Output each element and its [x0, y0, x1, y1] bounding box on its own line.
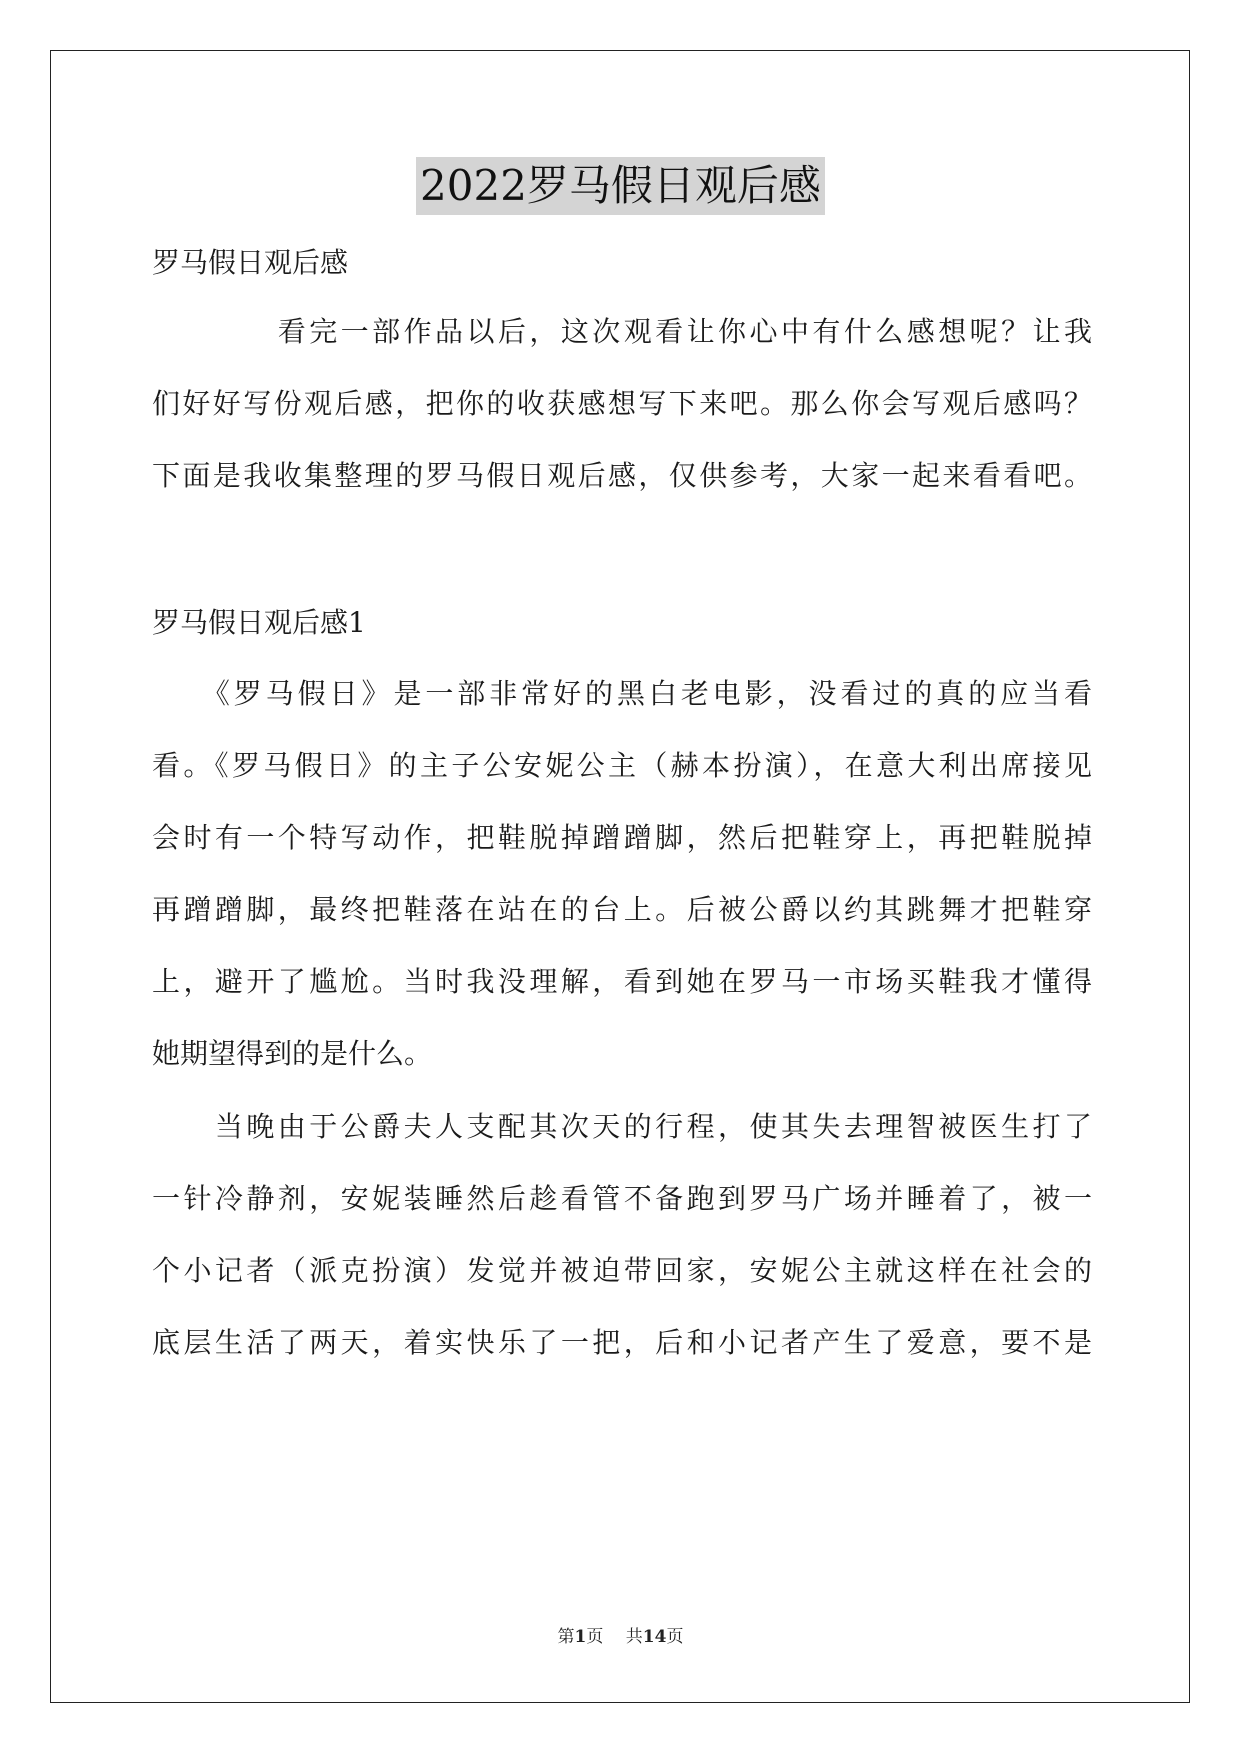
page-border: [50, 50, 1190, 1703]
paragraph-line: 一针冷静剂，安妮装睡然后趁看管不备跑到罗马广场并睡着了，被一: [152, 1182, 1092, 1215]
paragraph-line: 当晚由于公爵夫人支配其次天的行程，使其失去理智被医生打了: [152, 1110, 1092, 1143]
paragraph-line: 看。《罗马假日》的主子公安妮公主（赫本扮演），在意大利出席接见: [152, 749, 1092, 782]
paragraph-line: 底层生活了两天，着实快乐了一把，后和小记者产生了爱意，要不是: [152, 1326, 1092, 1359]
paragraph-line: 《罗马假日》是一部非常好的黑白老电影，没看过的真的应当看: [152, 677, 1092, 710]
paragraph-line: 上，避开了尴尬。当时我没理解，看到她在罗马一市场买鞋我才懂得: [152, 965, 1092, 998]
footer-total-prefix: 共: [625, 1627, 643, 1647]
footer-page-suffix: 页: [586, 1627, 604, 1647]
paragraph-line: 下面是我收集整理的罗马假日观后感，仅供参考，大家一起来看看吧。: [152, 459, 1092, 492]
footer-total-pages: 14: [642, 1627, 667, 1647]
paragraph-line: 个小记者（派克扮演）发觉并被迫带回家，安妮公主就这样在社会的: [152, 1254, 1092, 1287]
page-footer: [0, 1625, 1241, 1649]
section-heading: 罗马假日观后感1: [152, 606, 366, 639]
paragraph-line: 再蹭蹭脚，最终把鞋落在站在的台上。后被公爵以约其跳舞才把鞋穿: [152, 893, 1092, 926]
footer-total-suffix: 页: [666, 1627, 684, 1647]
title-container: [0, 157, 1241, 215]
paragraph-line: 们好好写份观后感，把你的收获感想写下来吧。那么你会写观后感吗？: [152, 387, 1092, 420]
footer-page-prefix: 第: [557, 1627, 575, 1647]
paragraph-line: 会时有一个特写动作，把鞋脱掉蹭蹭脚，然后把鞋穿上，再把鞋脱掉: [152, 821, 1092, 854]
footer-page-number: 1: [574, 1627, 587, 1647]
section-heading: 罗马假日观后感: [152, 246, 349, 279]
paragraph-line: 她期望得到的是什么。: [152, 1037, 433, 1070]
paragraph-line: 看完一部作品以后，这次观看让你心中有什么感想呢？让我: [152, 315, 1092, 348]
document-title: 2022罗马假日观后感: [416, 157, 825, 215]
